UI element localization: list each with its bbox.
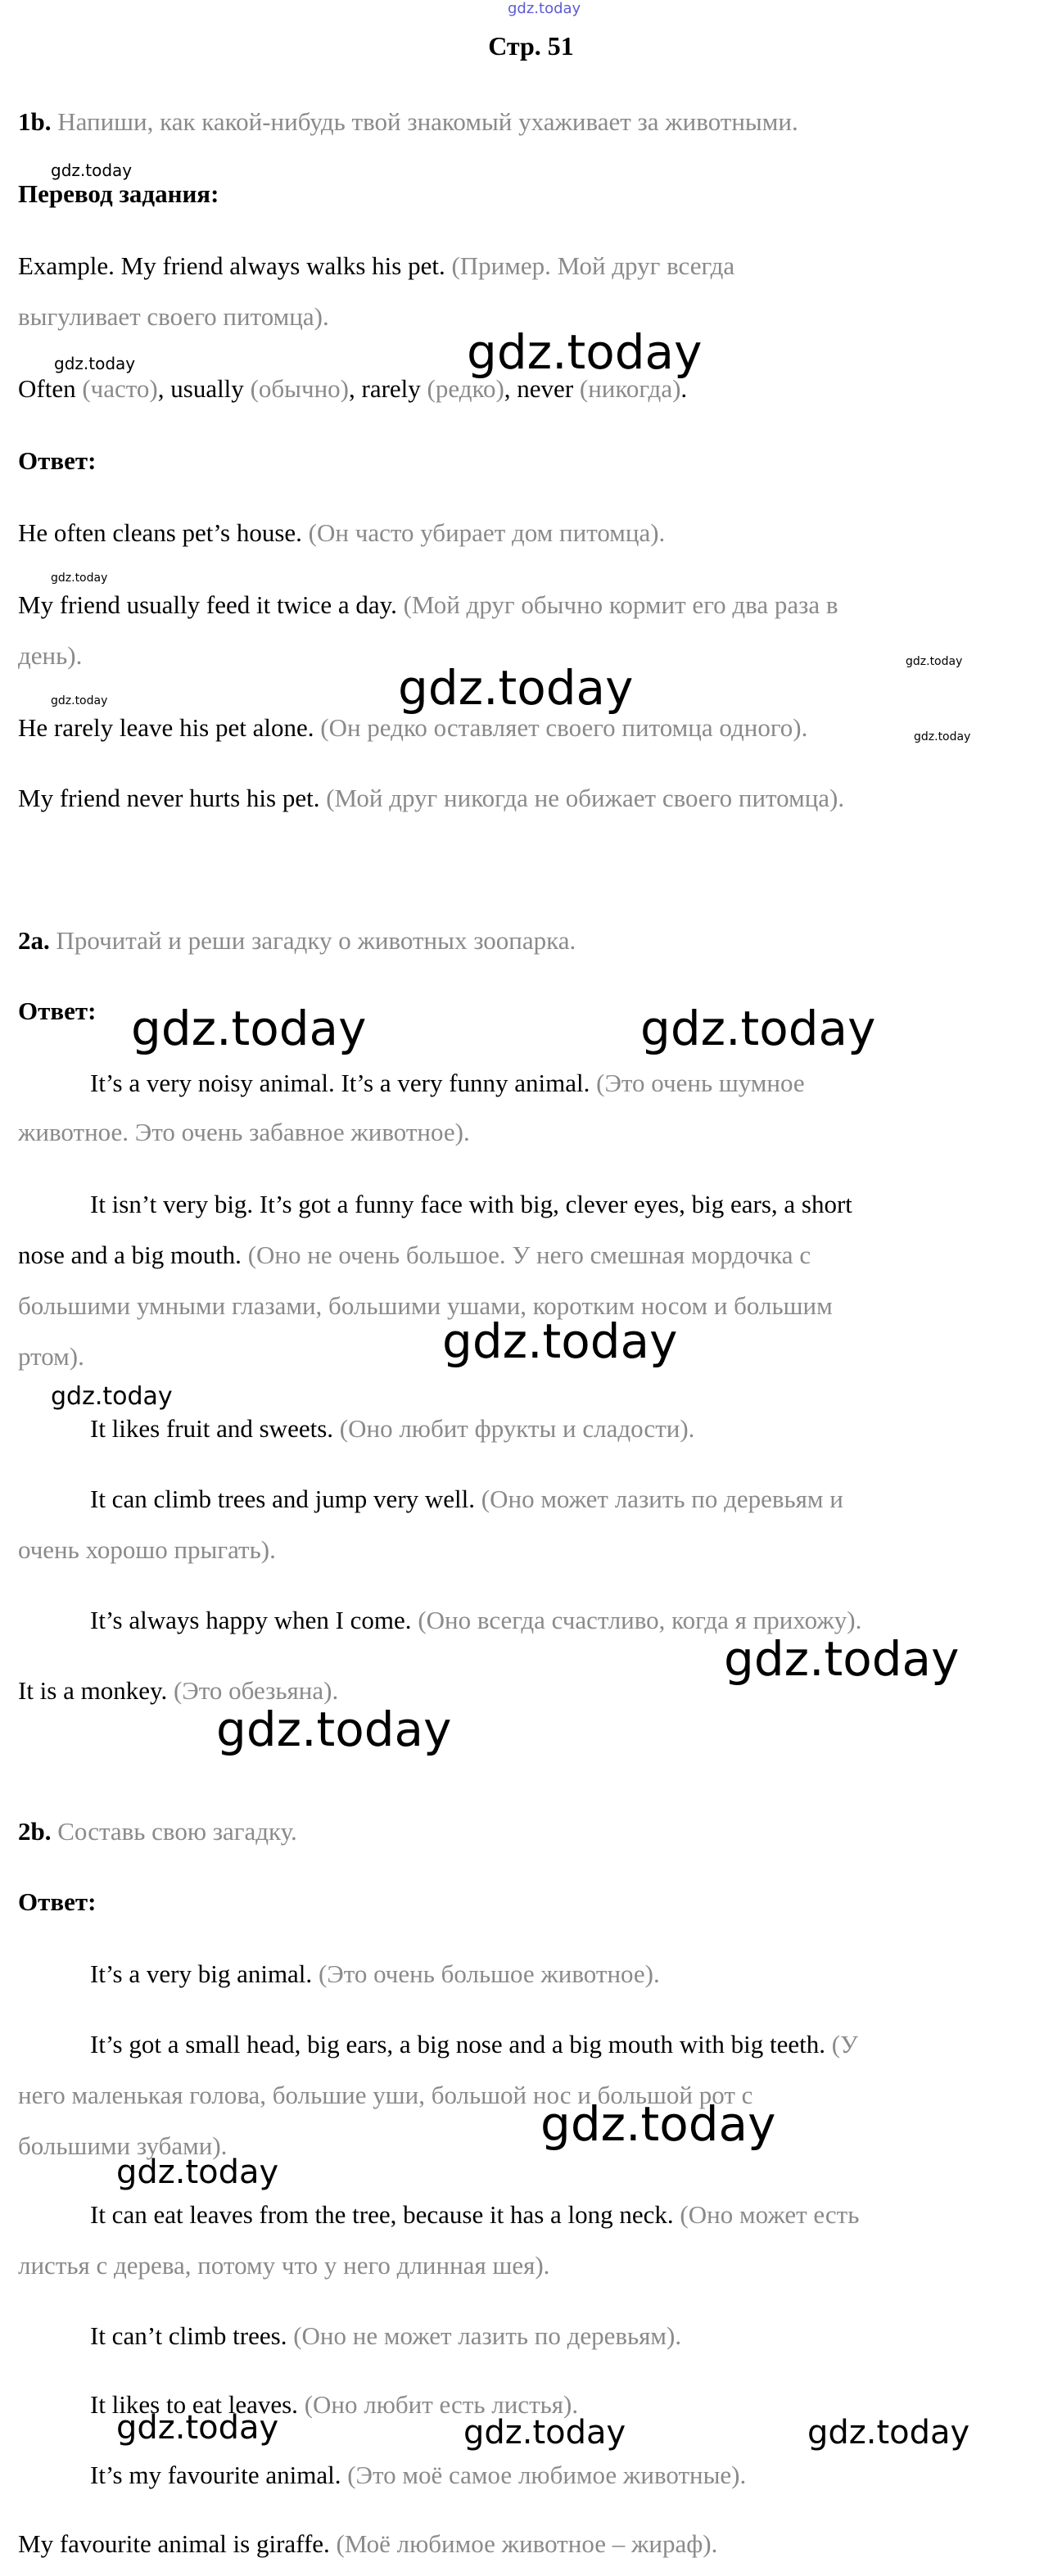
task-prompt: Прочитай и реши загадку о животных зоопарка. [56,926,576,955]
answer-en: He often cleans pet’s house. [18,518,302,547]
task-1b-prompt [18,97,996,147]
riddle-ru: (Оно не может лазить по деревьям). [293,2321,682,2350]
watermark: gdz.today [54,354,136,373]
riddle-en: It isn’t very big. It’s got a funny face with big, clever eyes, big ears, a short [90,1190,852,1218]
riddle-line [90,1949,996,2000]
riddle-line [90,2450,996,2501]
task-label: 2b. [18,1817,52,1846]
watermark: gdz.today [640,1001,876,1056]
riddle-en: It’s always happy when I come. [90,1606,412,1634]
example-ru: (Пример. Мой друг всегда [451,251,735,280]
watermark: gdz.today [51,1382,173,1411]
adverbs-line: Often (часто), usually (обычно), rarely (редко), never (никогда). [18,374,688,403]
riddle-line [18,2519,996,2569]
answer-line [18,580,996,630]
adverb-en: rarely [361,374,421,403]
watermark: gdz.today [216,1702,452,1757]
riddle-line [90,1474,996,1525]
riddle-en: It’s my favourite animal. [90,2461,341,2489]
riddle-ru-cont: очень хорошо прыгать). [18,1535,276,1564]
riddle-ru-cont: большими умными глазами, большими ушами, коротким носом и большим [18,1291,833,1320]
riddle-ru-cont: него маленькая голова, большие уши, большой нос и большой рот с [18,2081,753,2109]
task-prompt: Составь свою загадку. [57,1817,297,1846]
riddle-en: It is a monkey. [18,1676,168,1705]
adverb-en: Often [18,374,76,403]
riddle-ru: (Это обезьяна). [173,1676,339,1705]
answer-en: My friend usually feed it twice a day. [18,590,397,619]
riddle-ru: (Оно всегда счастливо, когда я прихожу). [418,1606,862,1634]
watermark-top: gdz.today [508,0,581,17]
answer-line [18,773,996,824]
riddle-ru: (У [831,2030,858,2059]
riddle-en: nose and a big mouth. [18,1241,242,1269]
riddle-ru: (Оно может лазить по деревьям и [481,1485,843,1513]
riddle-ru-cont: ртом). [18,1342,84,1371]
translation-header: Перевод задания: [18,179,219,208]
riddle-en: It can eat leaves from the tree, because it has a long neck. [90,2200,674,2229]
riddle-ru: (Моё любимое животное – жираф). [336,2529,718,2558]
answer-header: Ответ: [18,997,97,1025]
riddle-ru: (Оно любит фрукты и сладости). [339,1414,695,1443]
riddle-ru-cont: листья с дерева, потому что у него длинная шея). [18,2251,550,2280]
adverb-en: usually [170,374,244,403]
example-ru-cont: выгуливает своего питомца). [18,302,329,331]
riddle-en: It can’t climb trees. [90,2321,287,2350]
answer-header: Ответ: [18,446,97,475]
riddle-en: My favourite animal is giraffe. [18,2529,330,2558]
watermark: gdz.today [51,572,108,585]
riddle-en: It’s a very big animal. [90,1959,313,1988]
adverb-en: never [517,374,574,403]
riddle-line [18,1230,996,1281]
task-label: 2a. [18,926,50,955]
task-2a-prompt [18,915,996,966]
adverb-ru: (никогда) [579,374,681,403]
riddle-line [90,1058,996,1109]
watermark: gdz.today [51,160,133,180]
answer-en: My friend never hurts his pet. [18,784,320,812]
task-2b-prompt [18,1806,996,1857]
watermark: gdz.today [467,324,703,380]
riddle-en: It can climb trees and jump very well. [90,1485,476,1513]
answer-line [18,508,996,558]
answer-ru: (Мой друг обычно кормит его два раза в [403,590,838,619]
watermark: gdz.today [51,694,108,707]
task-prompt: Напиши, как какой-нибудь твой знакомый ухаживает за животными. [57,107,798,136]
watermark: gdz.today [131,1001,367,1056]
watermark: gdz.today [724,1631,960,1687]
riddle-ru: (Это очень большое животное). [318,1959,660,1988]
watermark: gdz.today [463,2414,626,2452]
answer-header: Ответ: [18,1887,97,1916]
watermark: gdz.today [442,1313,678,1369]
answer-ru: (Он редко оставляет своего питомца одного). [320,713,808,742]
riddle-line [90,2019,996,2070]
watermark: gdz.today [540,2096,776,2152]
riddle-line [90,2311,996,2361]
riddle-ru-cont: большими зубами). [18,2131,228,2160]
example-line [18,241,996,291]
watermark: gdz.today [807,2414,970,2452]
watermark: gdz.today [914,730,971,743]
answer-ru: (Он часто убирает дом питомца). [308,518,666,547]
answer-en: He rarely leave his pet alone. [18,713,314,742]
riddle-ru: (Оно не очень большое. У него смешная мордочка с [247,1241,811,1269]
adverb-ru: (редко) [427,374,504,403]
adverb-ru: (обычно) [250,374,349,403]
riddle-en: It likes to eat leaves. [90,2390,298,2419]
watermark: gdz.today [398,660,634,716]
riddle-line [90,1403,996,1454]
adverb-ru: (часто) [82,374,158,403]
riddle-ru: (Это очень шумное [596,1069,805,1097]
answer-ru-cont: день). [18,641,83,670]
task-label: 1b. [18,107,52,136]
riddle-line [90,2190,996,2240]
watermark: gdz.today [906,655,963,668]
riddle-ru: (Оно может есть [680,2200,860,2229]
watermark: gdz.today [116,2153,279,2191]
riddle-ru-cont: животное. Это очень забавное животное). [18,1118,470,1146]
riddle-ru: (Оно любит есть листья). [304,2390,579,2419]
riddle-en: It’s got a small head, big ears, a big nose and a big mouth with big teeth. [90,2030,825,2059]
riddle-ru: (Это моё самое любимое животные). [347,2461,747,2489]
example-en: Example. My friend always walks his pet. [18,251,445,280]
watermark: gdz.today [116,2409,279,2447]
riddle-en: It likes fruit and sweets. [90,1414,334,1443]
riddle-en: It’s a very noisy animal. It’s a very funny animal. [90,1069,590,1097]
page-title: Стр. 51 [488,31,574,61]
answer-ru: (Мой друг никогда не обижает своего питомца). [326,784,845,812]
